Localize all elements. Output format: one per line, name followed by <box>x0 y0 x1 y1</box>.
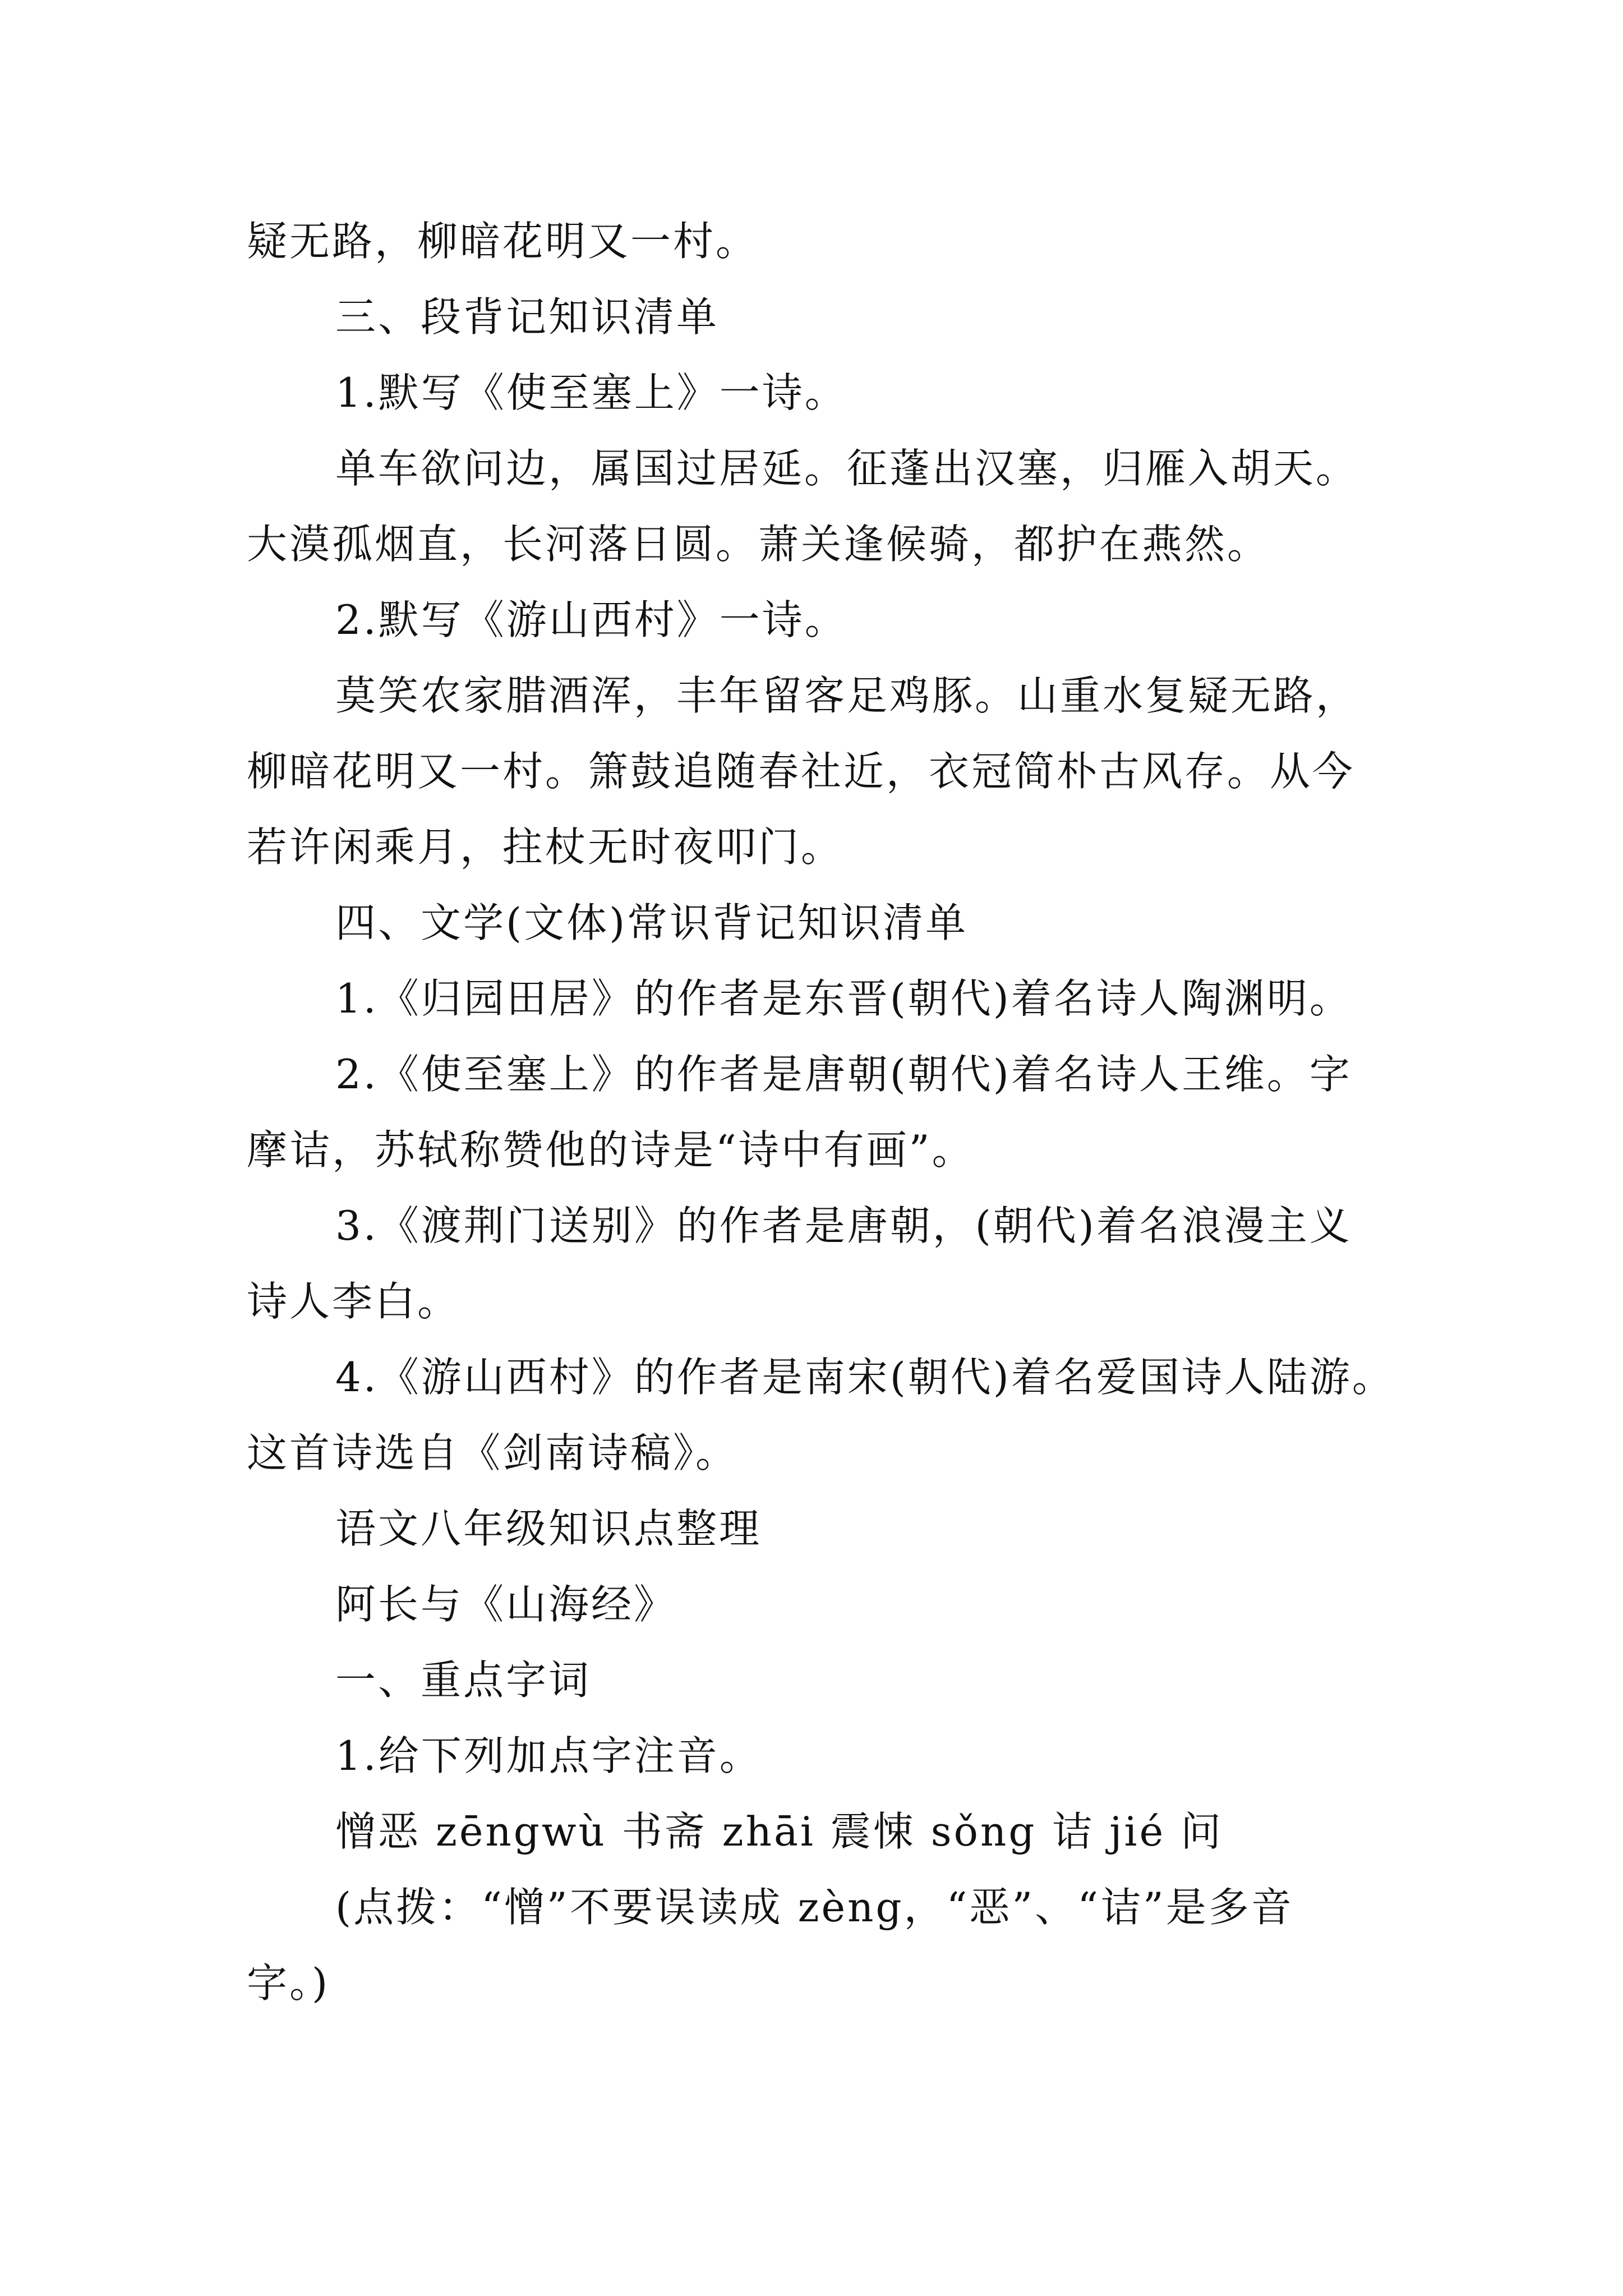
text-line: 1.给下列加点字注音。 <box>335 1732 762 1779</box>
pinyin-line: 憎恶 zēngwù 书斋 zhāi 震悚 sǒng 诘 jié 问 <box>335 1808 1224 1855</box>
text-line: 2.《使至塞上》的作者是唐朝(朝代)着名诗人王维。字 <box>335 1051 1352 1098</box>
text-line: 疑无路，柳暗花明又一村。 <box>247 218 759 265</box>
section-heading: 三、段背记知识清单 <box>335 293 720 341</box>
text-line: 1.《归园田居》的作者是东晋(朝代)着名诗人陶渊明。 <box>335 975 1352 1022</box>
text-line: 诗人李白。 <box>247 1278 460 1325</box>
poem-line: 单车欲问边，属国过居延。征蓬出汉塞，归雁入胡天。 <box>335 445 1359 492</box>
document-title: 语文八年级知识点整理 <box>335 1505 762 1552</box>
section-heading: 一、重点字词 <box>335 1657 592 1704</box>
poem-line: 大漠孤烟直，长河落日圆。萧关逢候骑，都护在燕然。 <box>247 521 1270 568</box>
text-line: 3.《渡荆门送别》的作者是唐朝，(朝代)着名浪漫主义 <box>335 1202 1352 1249</box>
text-line: 4.《游山西村》的作者是南宋(朝代)着名爱国诗人陆游。 <box>335 1354 1395 1401</box>
note-line: 字。) <box>247 1959 330 2007</box>
text-line: 摩诘，苏轼称赞他的诗是“诗中有画”。 <box>247 1126 975 1174</box>
text-line: 1.默写《使至塞上》一诗。 <box>335 369 847 416</box>
lesson-title: 阿长与《山海经》 <box>335 1581 677 1628</box>
poem-line: 莫笑农家腊酒浑，丰年留客足鸡豚。山重水复疑无路， <box>335 672 1359 719</box>
text-line: 这首诗选自《剑南诗稿》。 <box>247 1429 739 1476</box>
section-heading: 四、文学(文体)常识背记知识清单 <box>335 899 969 946</box>
note-line: (点拨：“憎”不要误读成 zèng，“恶”、“诘”是多音 <box>335 1884 1294 1931</box>
text-line: 2.默写《游山西村》一诗。 <box>335 596 847 643</box>
poem-line: 若许闲乘月，拄杖无时夜叩门。 <box>247 823 844 871</box>
poem-line: 柳暗花明又一村。箫鼓追随春社近，衣冠简朴古风存。从今 <box>247 748 1355 795</box>
